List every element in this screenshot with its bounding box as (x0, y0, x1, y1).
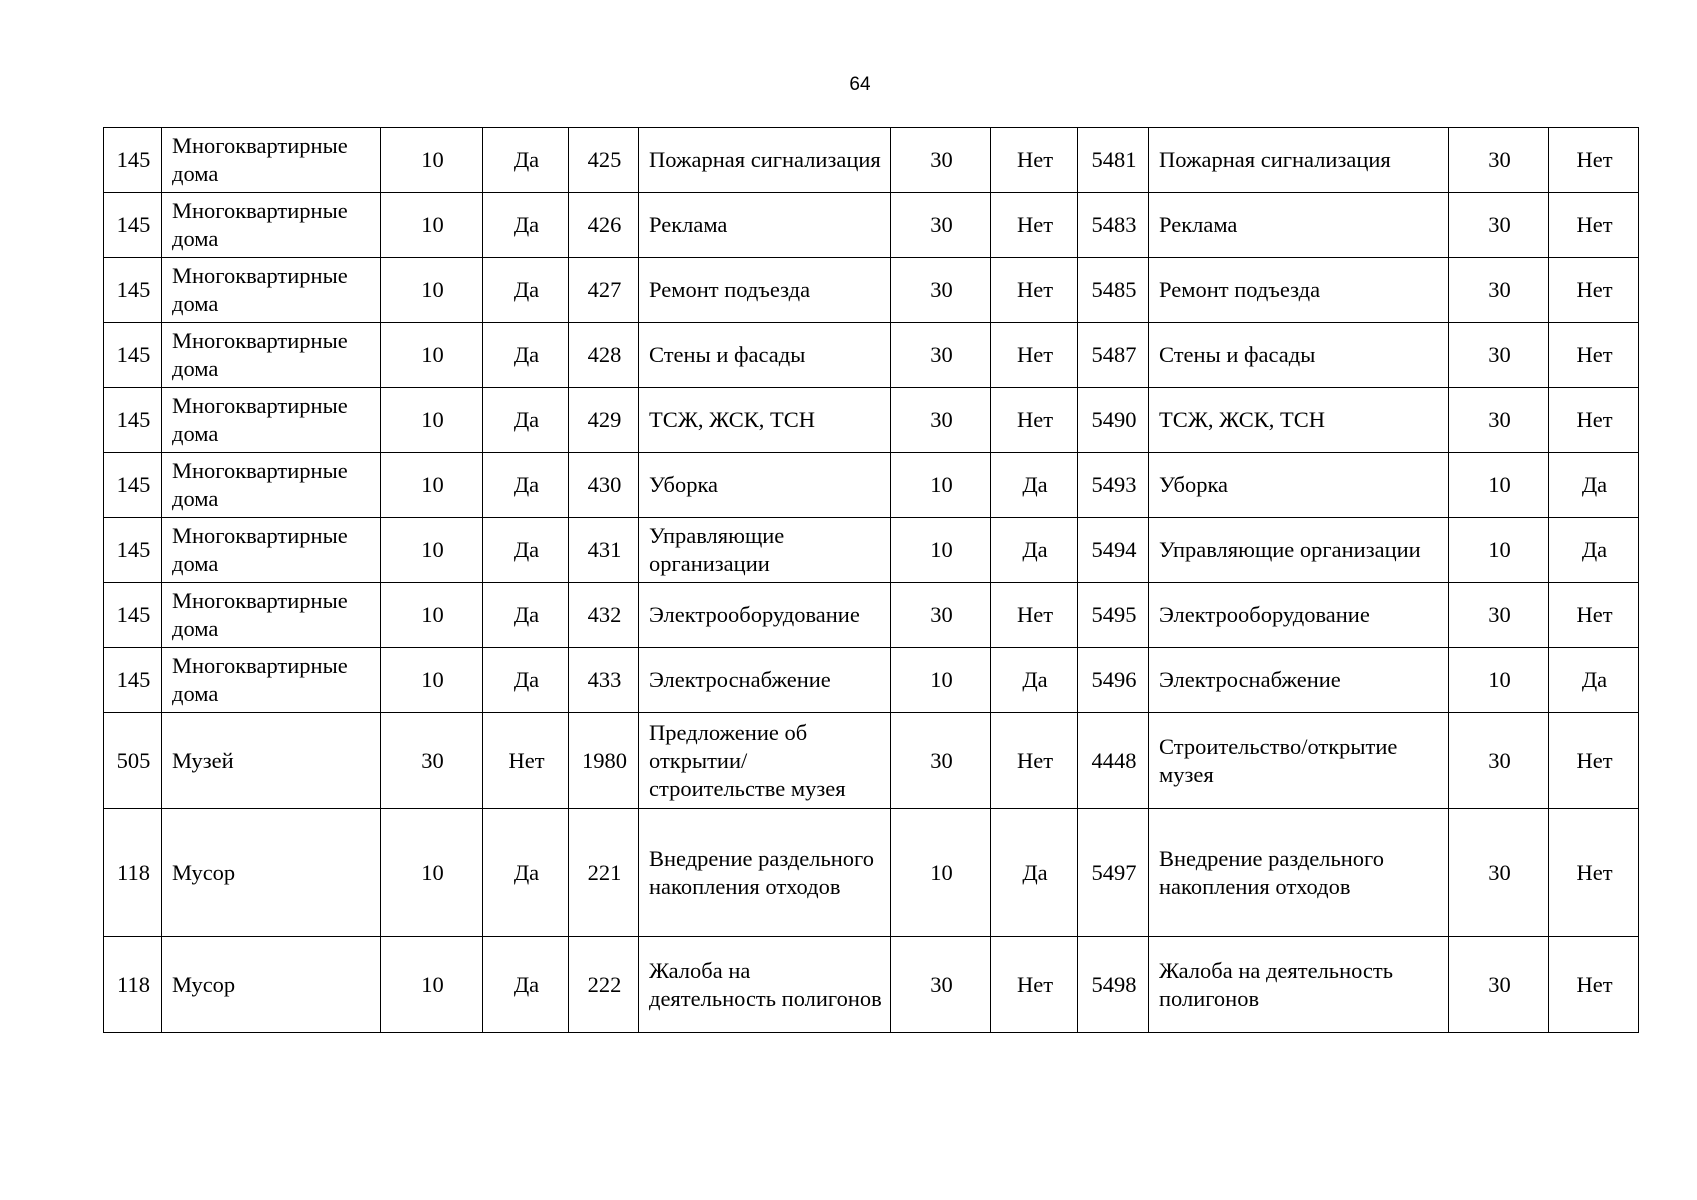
new-name-cell: Электрооборудование (1149, 583, 1449, 648)
subtheme-term-cell: 10 (891, 648, 991, 713)
theme-name-cell: Многоквартирные дома (162, 193, 381, 258)
theme-flag-cell: Да (483, 323, 569, 388)
subtheme-flag-cell: Нет (991, 193, 1078, 258)
theme-id-cell: 145 (104, 193, 162, 258)
new-id-cell: 5493 (1078, 453, 1149, 518)
table-row (104, 713, 1639, 809)
new-name-cell: Уборка (1149, 453, 1449, 518)
subtheme-name-cell: Ремонт подъезда (639, 258, 891, 323)
new-id-cell: 5494 (1078, 518, 1149, 583)
theme-term-cell: 10 (381, 809, 483, 937)
theme-term-cell: 10 (381, 388, 483, 453)
new-term-cell: 10 (1449, 453, 1549, 518)
new-id-cell: 5483 (1078, 193, 1149, 258)
subtheme-id-cell: 427 (569, 258, 639, 323)
new-name-cell: Стены и фасады (1149, 323, 1449, 388)
theme-id-cell: 145 (104, 258, 162, 323)
subtheme-id-cell: 432 (569, 583, 639, 648)
new-flag-cell: Нет (1549, 128, 1639, 193)
new-flag-cell: Нет (1549, 323, 1639, 388)
theme-term-cell: 30 (381, 713, 483, 809)
new-name-cell: Жалоба на деятельность полигонов (1149, 937, 1449, 1033)
new-flag-cell: Нет (1549, 937, 1639, 1033)
new-name-cell: Реклама (1149, 193, 1449, 258)
page-number: 64 (849, 74, 871, 95)
table-row (104, 583, 1639, 648)
subtheme-id-cell: 431 (569, 518, 639, 583)
theme-term-cell: 10 (381, 453, 483, 518)
theme-flag-cell: Нет (483, 713, 569, 809)
subtheme-term-cell: 30 (891, 128, 991, 193)
new-name-cell: Управляющие организации (1149, 518, 1449, 583)
subtheme-flag-cell: Нет (991, 583, 1078, 648)
subtheme-flag-cell: Нет (991, 388, 1078, 453)
subtheme-id-cell: 429 (569, 388, 639, 453)
theme-name-cell: Мусор (162, 809, 381, 937)
new-id-cell: 5487 (1078, 323, 1149, 388)
subtheme-id-cell: 222 (569, 937, 639, 1033)
subtheme-flag-cell: Да (991, 518, 1078, 583)
new-flag-cell: Да (1549, 453, 1639, 518)
subtheme-term-cell: 30 (891, 713, 991, 809)
theme-term-cell: 10 (381, 258, 483, 323)
theme-id-cell: 118 (104, 937, 162, 1033)
subtheme-flag-cell: Нет (991, 258, 1078, 323)
new-id-cell: 5481 (1078, 128, 1149, 193)
new-id-cell: 5490 (1078, 388, 1149, 453)
theme-id-cell: 145 (104, 648, 162, 713)
new-flag-cell: Нет (1549, 388, 1639, 453)
subtheme-name-cell: Управляющие организации (639, 518, 891, 583)
theme-term-cell: 10 (381, 648, 483, 713)
new-term-cell: 10 (1449, 648, 1549, 713)
subtheme-name-cell: ТСЖ, ЖСК, ТСН (639, 388, 891, 453)
theme-name-cell: Многоквартирные дома (162, 258, 381, 323)
table-row (104, 258, 1639, 323)
subtheme-id-cell: 430 (569, 453, 639, 518)
theme-term-cell: 10 (381, 193, 483, 258)
theme-name-cell: Многоквартирные дома (162, 453, 381, 518)
subtheme-term-cell: 30 (891, 193, 991, 258)
theme-flag-cell: Да (483, 128, 569, 193)
theme-id-cell: 145 (104, 453, 162, 518)
new-id-cell: 5497 (1078, 809, 1149, 937)
new-flag-cell: Да (1549, 518, 1639, 583)
theme-name-cell: Многоквартирные дома (162, 323, 381, 388)
theme-term-cell: 10 (381, 583, 483, 648)
subtheme-term-cell: 30 (891, 388, 991, 453)
theme-id-cell: 118 (104, 809, 162, 937)
subtheme-term-cell: 30 (891, 583, 991, 648)
new-flag-cell: Нет (1549, 193, 1639, 258)
theme-name-cell: Многоквартирные дома (162, 388, 381, 453)
subtheme-id-cell: 1980 (569, 713, 639, 809)
new-name-cell: Электроснабжение (1149, 648, 1449, 713)
theme-flag-cell: Да (483, 518, 569, 583)
new-term-cell: 30 (1449, 713, 1549, 809)
theme-flag-cell: Да (483, 809, 569, 937)
new-flag-cell: Нет (1549, 583, 1639, 648)
subtheme-flag-cell: Да (991, 809, 1078, 937)
theme-name-cell: Многоквартирные дома (162, 583, 381, 648)
theme-id-cell: 145 (104, 518, 162, 583)
subtheme-name-cell: Реклама (639, 193, 891, 258)
new-flag-cell: Нет (1549, 809, 1639, 937)
table-row (104, 193, 1639, 258)
new-id-cell: 5495 (1078, 583, 1149, 648)
subtheme-term-cell: 30 (891, 323, 991, 388)
subtheme-flag-cell: Нет (991, 713, 1078, 809)
table-row (104, 453, 1639, 518)
table-row (104, 937, 1639, 1033)
new-flag-cell: Нет (1549, 713, 1639, 809)
theme-name-cell: Мусор (162, 937, 381, 1033)
new-name-cell: Ремонт подъезда (1149, 258, 1449, 323)
new-term-cell: 30 (1449, 388, 1549, 453)
subtheme-name-cell: Уборка (639, 453, 891, 518)
new-term-cell: 30 (1449, 937, 1549, 1033)
subtheme-term-cell: 30 (891, 258, 991, 323)
subtheme-name-cell: Предложение об открытии/строительстве музея (639, 713, 891, 809)
new-term-cell: 30 (1449, 193, 1549, 258)
subtheme-name-cell: Электрооборудование (639, 583, 891, 648)
theme-id-cell: 145 (104, 388, 162, 453)
subtheme-id-cell: 221 (569, 809, 639, 937)
theme-flag-cell: Да (483, 388, 569, 453)
subtheme-name-cell: Электроснабжение (639, 648, 891, 713)
new-id-cell: 5496 (1078, 648, 1149, 713)
theme-term-cell: 10 (381, 937, 483, 1033)
subtheme-name-cell: Пожарная сигнализация (639, 128, 891, 193)
table-row (104, 128, 1639, 193)
theme-id-cell: 145 (104, 323, 162, 388)
subtheme-term-cell: 30 (891, 937, 991, 1033)
data-table (103, 127, 1639, 1033)
subtheme-name-cell: Стены и фасады (639, 323, 891, 388)
subtheme-id-cell: 426 (569, 193, 639, 258)
subtheme-flag-cell: Нет (991, 128, 1078, 193)
subtheme-flag-cell: Да (991, 453, 1078, 518)
theme-term-cell: 10 (381, 128, 483, 193)
new-flag-cell: Да (1549, 648, 1639, 713)
table-row (104, 388, 1639, 453)
new-term-cell: 30 (1449, 258, 1549, 323)
table-row (104, 648, 1639, 713)
subtheme-id-cell: 433 (569, 648, 639, 713)
new-term-cell: 30 (1449, 128, 1549, 193)
theme-flag-cell: Да (483, 193, 569, 258)
new-id-cell: 4448 (1078, 713, 1149, 809)
new-name-cell: Строительство/открытие музея (1149, 713, 1449, 809)
new-term-cell: 30 (1449, 583, 1549, 648)
theme-term-cell: 10 (381, 518, 483, 583)
subtheme-id-cell: 428 (569, 323, 639, 388)
subtheme-name-cell: Внедрение раздельного накопления отходов (639, 809, 891, 937)
new-term-cell: 30 (1449, 809, 1549, 937)
new-id-cell: 5485 (1078, 258, 1149, 323)
theme-name-cell: Музей (162, 713, 381, 809)
theme-flag-cell: Да (483, 453, 569, 518)
theme-name-cell: Многоквартирные дома (162, 518, 381, 583)
new-term-cell: 10 (1449, 518, 1549, 583)
subtheme-term-cell: 10 (891, 518, 991, 583)
theme-flag-cell: Да (483, 583, 569, 648)
subtheme-flag-cell: Да (991, 648, 1078, 713)
theme-name-cell: Многоквартирные дома (162, 128, 381, 193)
subtheme-term-cell: 10 (891, 809, 991, 937)
table-row (104, 323, 1639, 388)
table-row (104, 518, 1639, 583)
theme-name-cell: Многоквартирные дома (162, 648, 381, 713)
theme-flag-cell: Да (483, 648, 569, 713)
new-id-cell: 5498 (1078, 937, 1149, 1033)
theme-term-cell: 10 (381, 323, 483, 388)
theme-id-cell: 505 (104, 713, 162, 809)
new-flag-cell: Нет (1549, 258, 1639, 323)
subtheme-id-cell: 425 (569, 128, 639, 193)
theme-id-cell: 145 (104, 128, 162, 193)
subtheme-term-cell: 10 (891, 453, 991, 518)
new-name-cell: ТСЖ, ЖСК, ТСН (1149, 388, 1449, 453)
subtheme-name-cell: Жалоба на деятельность полигонов (639, 937, 891, 1033)
theme-flag-cell: Да (483, 937, 569, 1033)
new-name-cell: Пожарная сигнализация (1149, 128, 1449, 193)
theme-id-cell: 145 (104, 583, 162, 648)
subtheme-flag-cell: Нет (991, 323, 1078, 388)
new-term-cell: 30 (1449, 323, 1549, 388)
subtheme-flag-cell: Нет (991, 937, 1078, 1033)
theme-flag-cell: Да (483, 258, 569, 323)
new-name-cell: Внедрение раздельного накопления отходов (1149, 809, 1449, 937)
table-row (104, 809, 1639, 937)
